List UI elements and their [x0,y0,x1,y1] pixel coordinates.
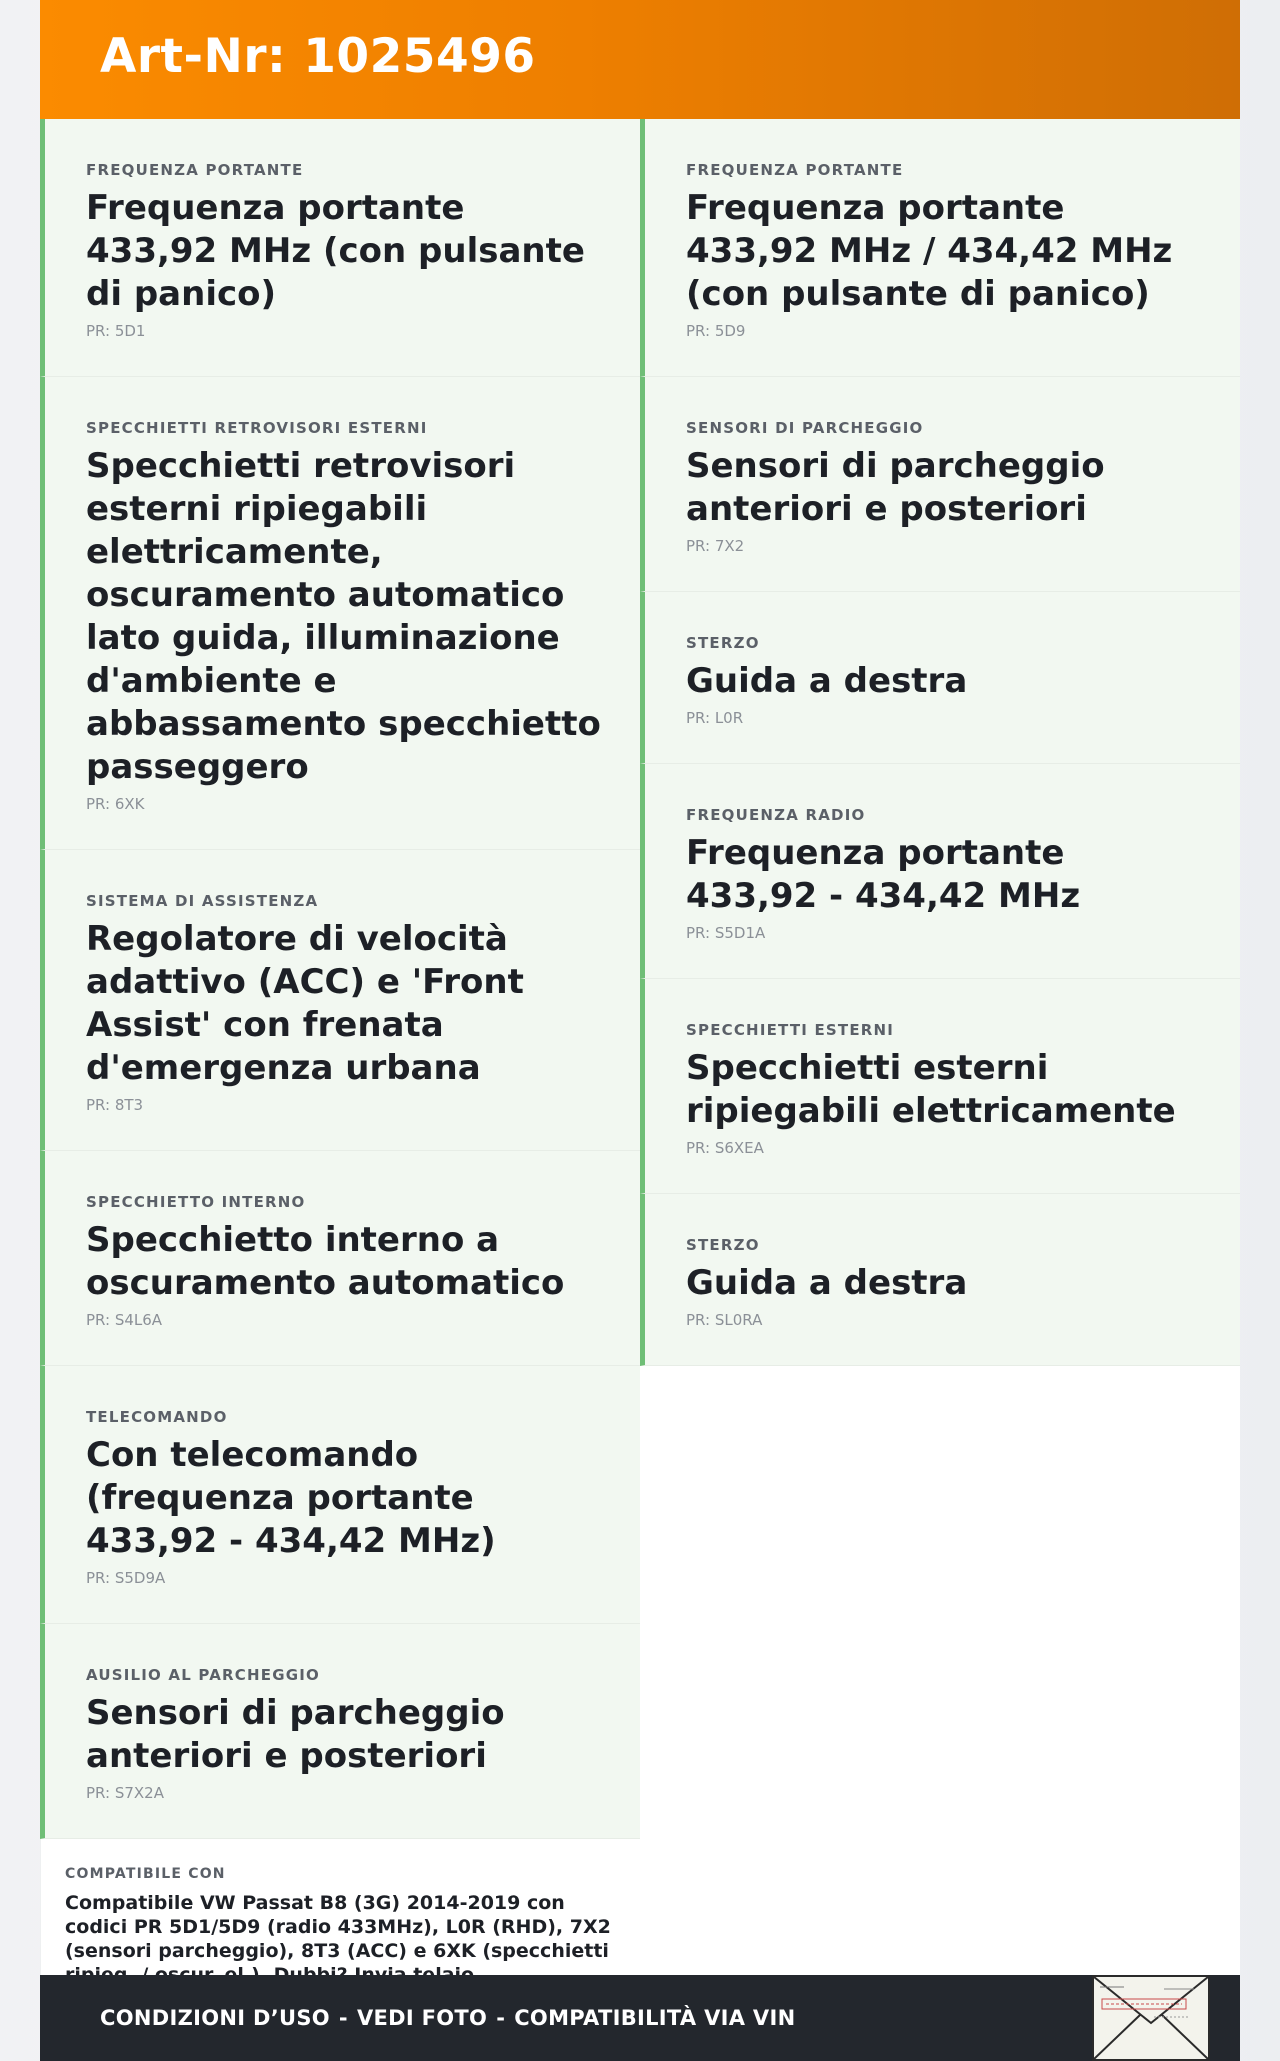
option-category: STERZO [686,1236,760,1254]
option-title: Specchietti retrovisori esterni ripiegabili elettricamente, oscuramento automatico lato guida, illuminazione d'ambiente e abbassamento specchietto passeggero [86,446,601,787]
option-card [40,850,640,1151]
option-card [40,1151,640,1366]
option-pr-code: PR: 7X2 [686,537,745,555]
option-pr-code: PR: S7X2A [86,1784,164,1802]
option-pr-code: PR: 6XK [86,795,145,813]
option-category: STERZO [686,634,760,652]
option-pr-code: PR: S6XEA [686,1139,764,1157]
option-card [40,119,640,377]
option-category: SISTEMA DI ASSISTENZA [86,892,319,910]
option-category: FREQUENZA PORTANTE [686,161,904,179]
option-title: Frequenza portante 433,92 MHz / 434,42 MHz (con pulsante di panico) [686,188,1173,314]
option-card [40,1624,640,1839]
view-photos-link[interactable]: VEDI FOTO [356,2006,488,2030]
option-category: SPECCHIETTO INTERNO [86,1193,306,1211]
option-category: TELECOMANDO [86,1408,228,1426]
postage-stamp-envelope-icon [1092,1975,1210,2061]
option-category: FREQUENZA RADIO [686,806,866,824]
option-card [640,119,1240,377]
option-pr-code: PR: 5D1 [86,322,146,340]
option-pr-code: PR: S4L6A [86,1311,163,1329]
left-column [40,119,640,2007]
option-pr-code: PR: S5D9A [86,1569,166,1587]
footer-links [100,2006,795,2030]
option-title: Frequenza portante 433,92 MHz (con pulsante di panico) [86,188,585,314]
option-card [640,979,1240,1194]
option-title: Sensori di parcheggio anteriori e posteriori [86,1693,505,1776]
option-title: Regolatore di velocità adattivo (ACC) e 'Front Assist' con frenata d'emergenza urbana [86,919,524,1088]
article-number-title: Art-Nr: 1025496 [100,28,536,84]
option-title: Frequenza portante 433,92 - 434,42 MHz [686,833,1081,916]
option-category: FREQUENZA PORTANTE [86,161,304,179]
option-card [40,377,640,850]
option-pr-code: PR: L0R [686,709,744,727]
option-title: Guida a destra [686,661,968,701]
option-title: Sensori di parcheggio anteriori e posteriori [686,446,1105,529]
option-card [640,764,1240,979]
option-card [640,1194,1240,1366]
envelope-graphic [1094,1977,1208,2059]
footer-separator: - [338,2006,348,2030]
option-card [640,592,1240,764]
vin-compatibility-link[interactable]: COMPATIBILITÀ VIA VIN [514,2006,796,2030]
option-title: Specchietti esterni ripiegabili elettricamente [686,1048,1176,1131]
compatibility-label: COMPATIBILE CON [65,1866,226,1882]
header [40,0,1240,119]
option-title: Specchietto interno a oscuramento automatico [86,1220,565,1303]
footer [40,1975,1240,2061]
option-pr-code: PR: 8T3 [86,1096,144,1114]
option-pr-code: PR: SL0RA [686,1311,763,1329]
terms-of-use-link[interactable]: CONDIZIONI D’USO [100,2006,330,2030]
option-category: SPECCHIETTI ESTERNI [686,1021,895,1039]
option-category: SPECCHIETTI RETROVISORI ESTERNI [86,419,428,437]
footer-separator: - [496,2006,506,2030]
option-pr-code: PR: 5D9 [686,322,746,340]
option-title: Guida a destra [686,1263,968,1303]
compatibility-text: Compatibile VW Passat B8 (3G) 2014-2019 con codici PR 5D1/5D9 (radio 433MHz), L0R (RHD), 7X2 (sensori parcheggio), 8T3 (ACC) e 6XK (specchietti [65,1892,611,1962]
option-title: Con telecomando (frequenza portante 433,92 - 434,42 MHz) [86,1435,496,1561]
right-column [640,119,1240,1366]
option-card [640,377,1240,592]
option-pr-code: PR: S5D1A [686,924,766,942]
page [40,0,1240,2061]
option-category: SENSORI DI PARCHEGGIO [686,419,924,437]
option-category: AUSILIO AL PARCHEGGIO [86,1666,320,1684]
option-card [40,1366,640,1624]
option-columns [40,119,1240,2007]
